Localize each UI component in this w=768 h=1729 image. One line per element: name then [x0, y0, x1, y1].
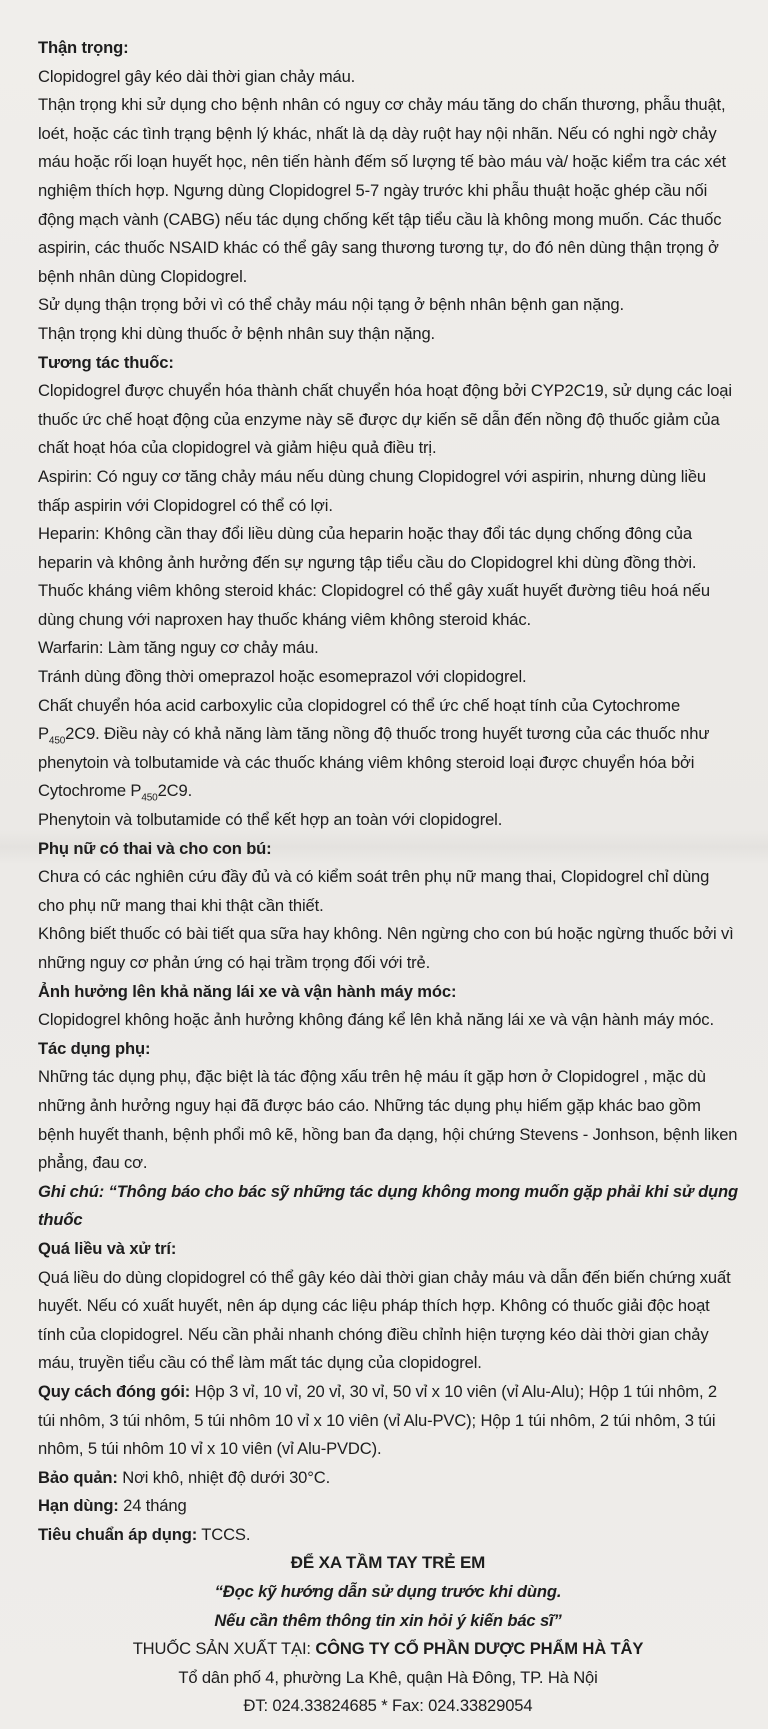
storage-line	[38, 1464, 738, 1493]
expiry-line	[38, 1492, 738, 1521]
paragraph: Chưa có các nghiên cứu đầy đủ và có kiểm soát trên phụ nữ mang thai, Clopidogrel chỉ dùng cho phụ nữ mang thai khi thật cần thiết.	[38, 867, 710, 915]
manufacturer-label: THUỐC SẢN XUẤT TẠI:	[132, 1639, 316, 1659]
section-heading-than-trong: Thận trọng:	[38, 38, 129, 57]
paragraph: Thận trọng khi dùng thuốc ở bệnh nhân suy thận nặng.	[38, 323, 436, 343]
paragraph: Những tác dụng phụ, đặc biệt là tác động xấu trên hệ máu ít gặp hơn ở Clopidogrel , mặc dù những ảnh hưởng nguy hại đã được báo cáo. Những tác dụng phụ hiếm gặp khác bao gồm bệnh huyết thanh, bệnh phổi mô kẽ, hồng ban đa dạng, hội chứng Stevens - Jonhson, bệnh liken phẳng, đau cơ.	[38, 1067, 738, 1173]
quote-line-1: “Đọc kỹ hướng dẫn sử dụng trước khi dùng.	[214, 1582, 562, 1602]
packaging-line	[38, 1378, 738, 1464]
paragraph: Thuốc kháng viêm không steroid khác: Clopidogrel có thể gây xuất huyết đường tiêu hoá nếu dùng chung với naproxen hay thuốc kháng viêm không steroid khác.	[38, 581, 710, 629]
manufacturer-phone: ĐT: 024.33824685 * Fax: 024.33829054	[243, 1696, 533, 1716]
text-segment: 2C9. Điều này có khả năng làm tăng nồng độ thuốc trong huyết tương của các thuốc như phenytoin và tolbutamide và các thuốc kháng viêm không steroid loại được chuyển hóa bởi Cytochrome P	[38, 724, 710, 801]
expiry-label: Hạn dùng:	[38, 1496, 119, 1516]
section-heading-phu-nu: Phụ nữ có thai và cho con bú:	[38, 838, 272, 858]
paragraph: Warfarin: Làm tăng nguy cơ chảy máu.	[38, 638, 319, 658]
standard-label: Tiêu chuẩn áp dụng:	[38, 1524, 198, 1544]
subscript: 450	[48, 735, 66, 747]
section-heading-tac-dung-phu: Tác dụng phụ:	[38, 1038, 151, 1058]
paragraph: Sử dụng thận trọng bởi vì có thể chảy máu nội tạng ở bệnh nhân bệnh gan nặng.	[38, 295, 624, 315]
section-heading-qua-lieu: Quá liều và xử trí:	[38, 1238, 177, 1258]
expiry-text: 24 tháng	[118, 1496, 187, 1516]
quote-line-2: Nếu cần thêm thông tin xin hỏi ý kiến bác sĩ”	[214, 1610, 562, 1630]
note-ghi-chu: Ghi chú: “Thông báo cho bác sỹ những tác dụng không mong muốn gặp phải khi sử dụng thuốc	[38, 1181, 739, 1230]
subscript: 450	[141, 792, 158, 804]
section-heading-tuong-tac: Tương tác thuốc:	[38, 352, 174, 372]
text-segment: Chất chuyển hóa acid carboxylic của clopidogrel có thể ức chế hoạt tính của Cytochrome P	[38, 695, 681, 744]
manufacturer-line	[38, 1635, 738, 1664]
standard-line	[38, 1521, 738, 1550]
storage-text: Nơi khô, nhiệt độ dưới 30°C.	[117, 1467, 331, 1487]
standard-text: TCCS.	[197, 1524, 251, 1544]
paragraph: Clopidogrel gây kéo dài thời gian chảy máu.	[38, 66, 356, 86]
paragraph-cytochrome	[38, 692, 738, 806]
paragraph: Heparin: Không cần thay đổi liều dùng của heparin hoặc thay đổi tác dụng chống đông của heparin và không ảnh hưởng đến sự ngưng tập tiểu cầu do Clopidogrel khi dùng đồng thời.	[38, 524, 697, 572]
storage-label: Bảo quản:	[38, 1467, 118, 1487]
packaging-label: Quy cách đóng gói:	[38, 1381, 191, 1401]
text-segment: 2C9.	[157, 781, 193, 801]
paragraph: Clopidogrel được chuyển hóa thành chất chuyển hóa hoạt động bởi CYP2C19, sử dụng các loại thuốc ức chế hoạt động của enzyme này sẽ được dự kiến sẽ dẫn đến nồng độ thuốc giảm của chất hoạt hóa của clopidogrel và giảm hiệu quả điều trị.	[38, 381, 732, 458]
paragraph: Quá liều do dùng clopidogrel có thể gây kéo dài thời gian chảy máu và dẫn đến biến chứng xuất huyết. Nếu có xuất huyết, nên áp dụng các liệu pháp thích hợp. Không có thuốc giải độc hoạt tính của clopidogrel. Nếu cần phải nhanh chóng điều chỉnh hiện tượng kéo dài thời gian chảy máu, truyền tiểu cầu có thể làm mất tác dụng của clopidogrel.	[38, 1267, 731, 1373]
paragraph: Không biết thuốc có bài tiết qua sữa hay không. Nên ngừng cho con bú hoặc ngừng thuốc bởi vì những nguy cơ phản ứng có hại trầm trọng đối với trẻ.	[38, 924, 734, 972]
paragraph: Thận trọng khi sử dụng cho bệnh nhân có nguy cơ chảy máu tăng do chấn thương, phẫu thuật, loét, hoặc các tình trạng bệnh lý khác, nhất là dạ dày ruột hay nội nhãn. Nếu có nghi ngờ chảy máu hoặc rối loạn huyết học, nên tiến hành đếm số lượng tế bào máu và/ hoặc kiểm tra các xét nghiệm thích hợp. Ngưng dùng Clopidogrel 5-7 ngày trước khi phẫu thuật hoặc ghép cầu nối động mạch vành (CABG) nếu tác dụng chống kết tập tiểu cầu là không mong muốn. Các thuốc aspirin, các thuốc NSAID khác có thể gây sang thương tương tự, do đó nên dùng thận trọng ở bệnh nhân dùng Clopidogrel.	[38, 95, 727, 286]
leaflet-content	[38, 34, 738, 1721]
manufacturer-address: Tổ dân phố 4, phường La Khê, quận Hà Đông, TP. Hà Nội	[178, 1667, 598, 1687]
manufacturer-name: CÔNG TY CỔ PHẦN DƯỢC PHẨM HÀ TÂY	[315, 1639, 644, 1659]
section-heading-lai-xe: Ảnh hưởng lên khả năng lái xe và vận hành máy móc:	[38, 981, 457, 1001]
child-warning: ĐỂ XA TẦM TAY TRẺ EM	[290, 1553, 486, 1573]
paragraph: Tránh dùng đồng thời omeprazol hoặc esomeprazol với clopidogrel.	[38, 667, 527, 687]
packaging-text: Hộp 3 vỉ, 10 vỉ, 20 vỉ, 30 vỉ, 50 vỉ x 10 viên (vỉ Alu-Alu); Hộp 1 túi nhôm, 2 túi nhôm, 3 túi nhôm, 5 túi nhôm 10 vỉ x 10 viên (vỉ Alu-PVC); Hộp 1 túi nhôm, 2 túi nhôm, 3 túi nhôm, 5 túi nhôm 10 vỉ x 10 viên (vỉ Alu-PVDC).	[38, 1381, 717, 1459]
paragraph: Phenytoin và tolbutamide có thể kết hợp an toàn với clopidogrel.	[38, 810, 503, 830]
paragraph: Clopidogrel không hoặc ảnh hưởng không đáng kể lên khả năng lái xe và vận hành máy móc.	[38, 1010, 714, 1030]
paragraph: Aspirin: Có nguy cơ tăng chảy máu nếu dùng chung Clopidogrel với aspirin, nhưng dùng liều thấp aspirin với Clopidogrel có thể có lợi.	[38, 466, 707, 515]
